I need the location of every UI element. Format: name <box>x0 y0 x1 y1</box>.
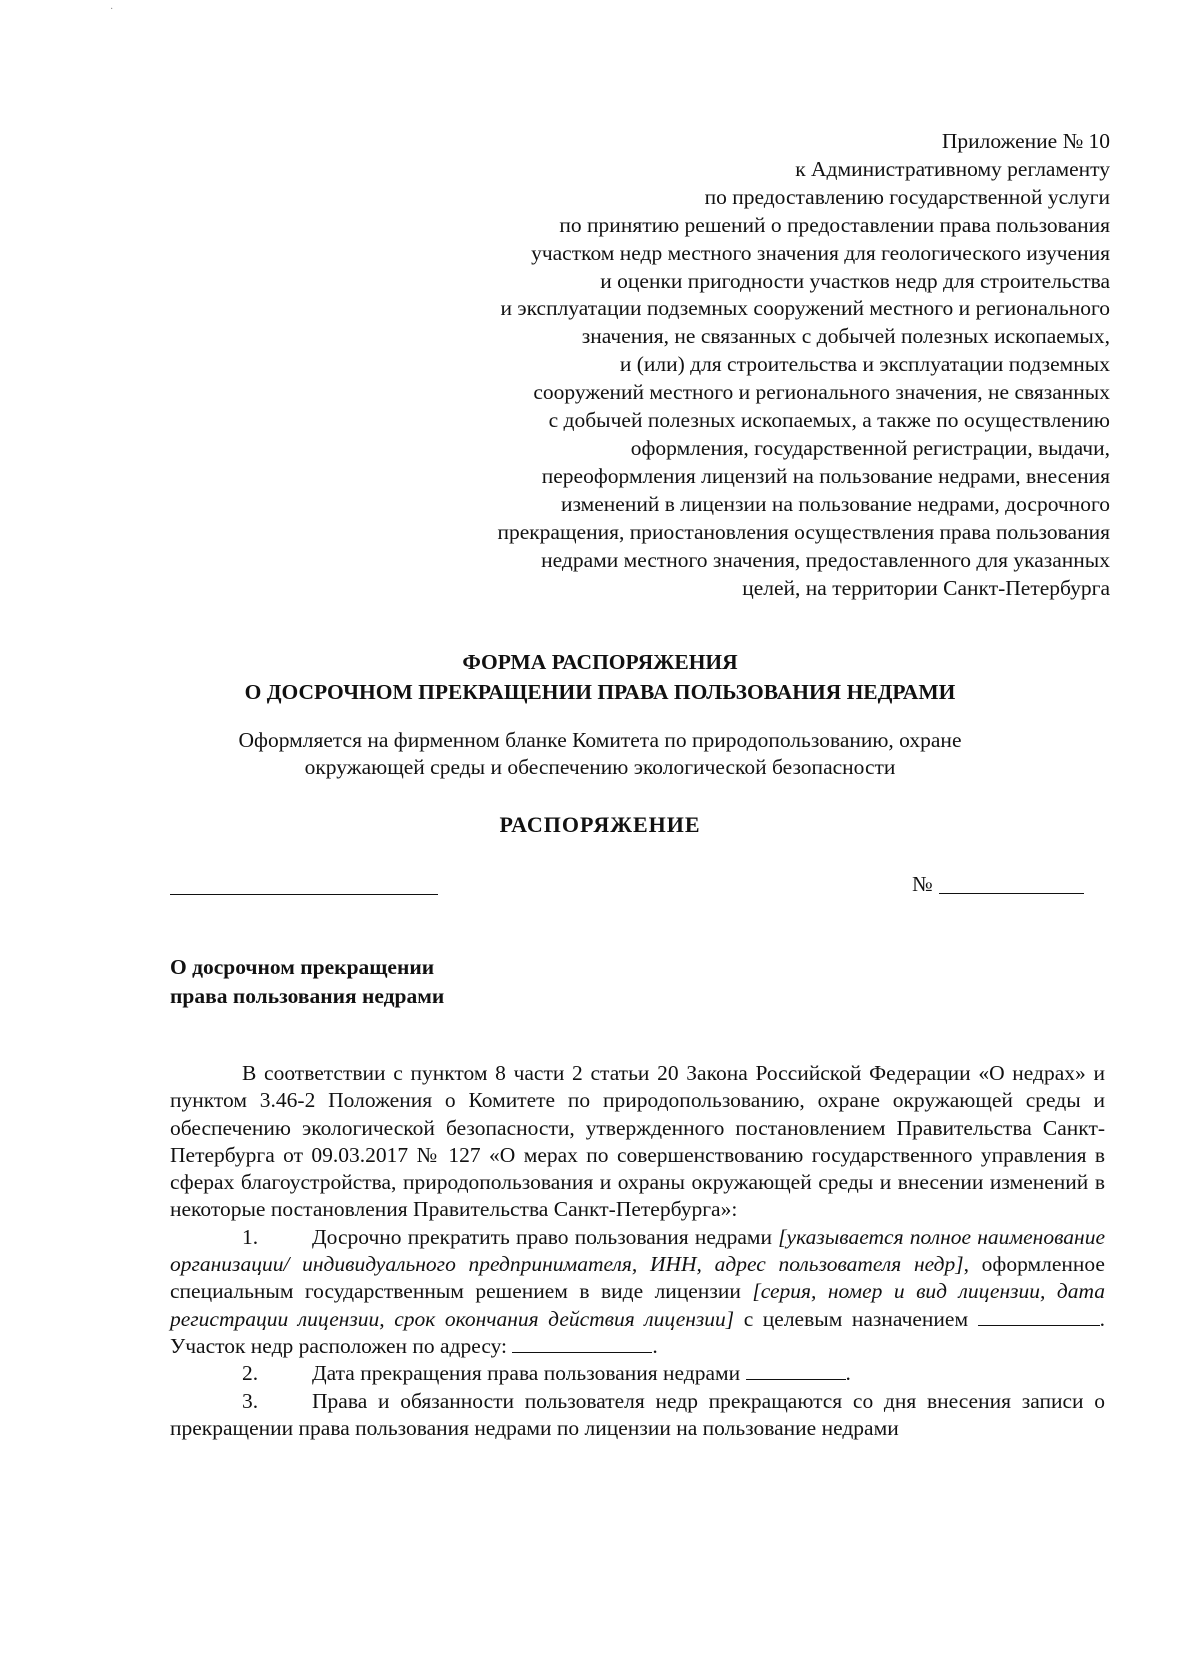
item-2-paragraph <box>170 1360 1105 1387</box>
item-3-number: 3. <box>242 1388 259 1413</box>
letterhead-note <box>0 727 1200 781</box>
termination-date-blank-line <box>746 1361 846 1380</box>
letterhead-note-line-2: окружающей среды и обеспечению экологической безопасности <box>304 755 896 779</box>
order-subject <box>170 953 444 1011</box>
item-3-paragraph <box>170 1388 1105 1443</box>
number-sign: № <box>912 872 933 896</box>
date-blank-line <box>170 894 438 895</box>
letterhead-note-line-1: Оформляется на фирменном бланке Комитета по природопользованию, охране <box>238 728 962 752</box>
appendix-line: и оценки пригодности участков недр для строительства <box>600 268 1110 293</box>
form-title-line-1: ФОРМА РАСПОРЯЖЕНИЯ <box>462 650 738 674</box>
appendix-line: к Административному регламенту <box>795 156 1110 181</box>
item-1-text-e: . <box>652 1333 658 1358</box>
order-number-field <box>912 870 1084 898</box>
appendix-line: сооружений местного и регионального значения, не связанных <box>533 380 1110 405</box>
scan-mark: · <box>110 4 114 15</box>
order-body <box>170 1060 1105 1442</box>
appendix-line: по предоставлению государственной услуги <box>704 184 1110 209</box>
appendix-line: изменений в лицензии на пользование недрами, досрочного <box>560 491 1110 516</box>
appendix-line: и эксплуатации подземных сооружений местного и регионального <box>500 296 1110 321</box>
appendix-line: и (или) для строительства и эксплуатации подземных <box>619 352 1110 377</box>
form-title <box>0 647 1200 707</box>
order-subject-line-1: О досрочном прекращении <box>170 955 435 979</box>
item-3-text: Права и обязанности пользователя недр прекращаются со дня внесения записи о прекращении права пользования недрами по лицензии на пользование недрами <box>170 1388 1105 1440</box>
appendix-line: переоформления лицензий на пользование недрами, внесения <box>541 463 1110 488</box>
item-2-text-a: Дата прекращения права пользования недрами <box>312 1361 746 1386</box>
item-1-placeholder-user: [указывается полное наименование организации/ индивидуального предпринимателя, ИНН, адрес пользователя недр] <box>170 1224 1105 1277</box>
item-1-text-b: , оформленное специальным государственным решением в виде лицензии <box>170 1252 1105 1304</box>
item-1-text-a: Досрочно прекратить право пользования недрами <box>312 1224 779 1249</box>
appendix-line: целей, на территории Санкт-Петербурга <box>742 575 1110 600</box>
item-2-number: 2. <box>242 1361 259 1386</box>
purpose-blank-line <box>978 1307 1100 1326</box>
item-1-number: 1. <box>242 1224 259 1249</box>
item-1-placeholder-license: [серия, номер и вид лицензии, дата регистрации лицензии, срок окончания действия лицензии] <box>170 1279 1106 1331</box>
item-1-text-c: с целевым назначением <box>734 1306 978 1331</box>
preamble-paragraph: В соответствии с пунктом 8 части 2 статьи 20 Закона Российской Федерации «О недрах» и пунктом 3.46-2 Положения о Комитете по природопользованию, охране окружающей среды и обеспечению экологической безопасности, утвержденного постановлением Правительства Санкт-Петербурга от 09.03.2017 № 127 «О мерах по совершенствованию государственного управления в сферах благоустройства, природопользования и охраны окружающей среды и внесении изменений в некоторые постановления Правительства Санкт-Петербурга»: <box>170 1061 1105 1222</box>
item-1-text-d: . Участок недр расположен по адресу: <box>170 1306 1105 1358</box>
appendix-line: значения, не связанных с добычей полезных ископаемых, <box>581 324 1110 349</box>
appendix-line: оформления, государственной регистрации, выдачи, <box>630 435 1110 460</box>
appendix-header <box>390 128 1110 602</box>
appendix-line: Приложение № 10 <box>941 129 1110 153</box>
form-title-line-2: О ДОСРОЧНОМ ПРЕКРАЩЕНИИ ПРАВА ПОЛЬЗОВАНИЯ НЕДРАМИ <box>244 680 956 704</box>
appendix-line: по принятию решений о предоставлении права пользования <box>559 212 1110 237</box>
address-blank-line <box>512 1334 652 1353</box>
appendix-line: с добычей полезных ископаемых, а также по осуществлению <box>548 408 1110 433</box>
appendix-line: участком недр местного значения для геологического изучения <box>531 240 1110 265</box>
item-2-text-b: . <box>845 1361 851 1386</box>
order-heading: РАСПОРЯЖЕНИЕ <box>499 812 701 837</box>
order-subject-line-2: права пользования недрами <box>170 984 445 1008</box>
appendix-line: недрами местного значения, предоставленного для указанных <box>541 547 1110 572</box>
number-blank-line <box>939 893 1084 894</box>
item-1-paragraph <box>170 1224 1105 1360</box>
appendix-line: прекращения, приостановления осуществления права пользования <box>497 519 1110 544</box>
